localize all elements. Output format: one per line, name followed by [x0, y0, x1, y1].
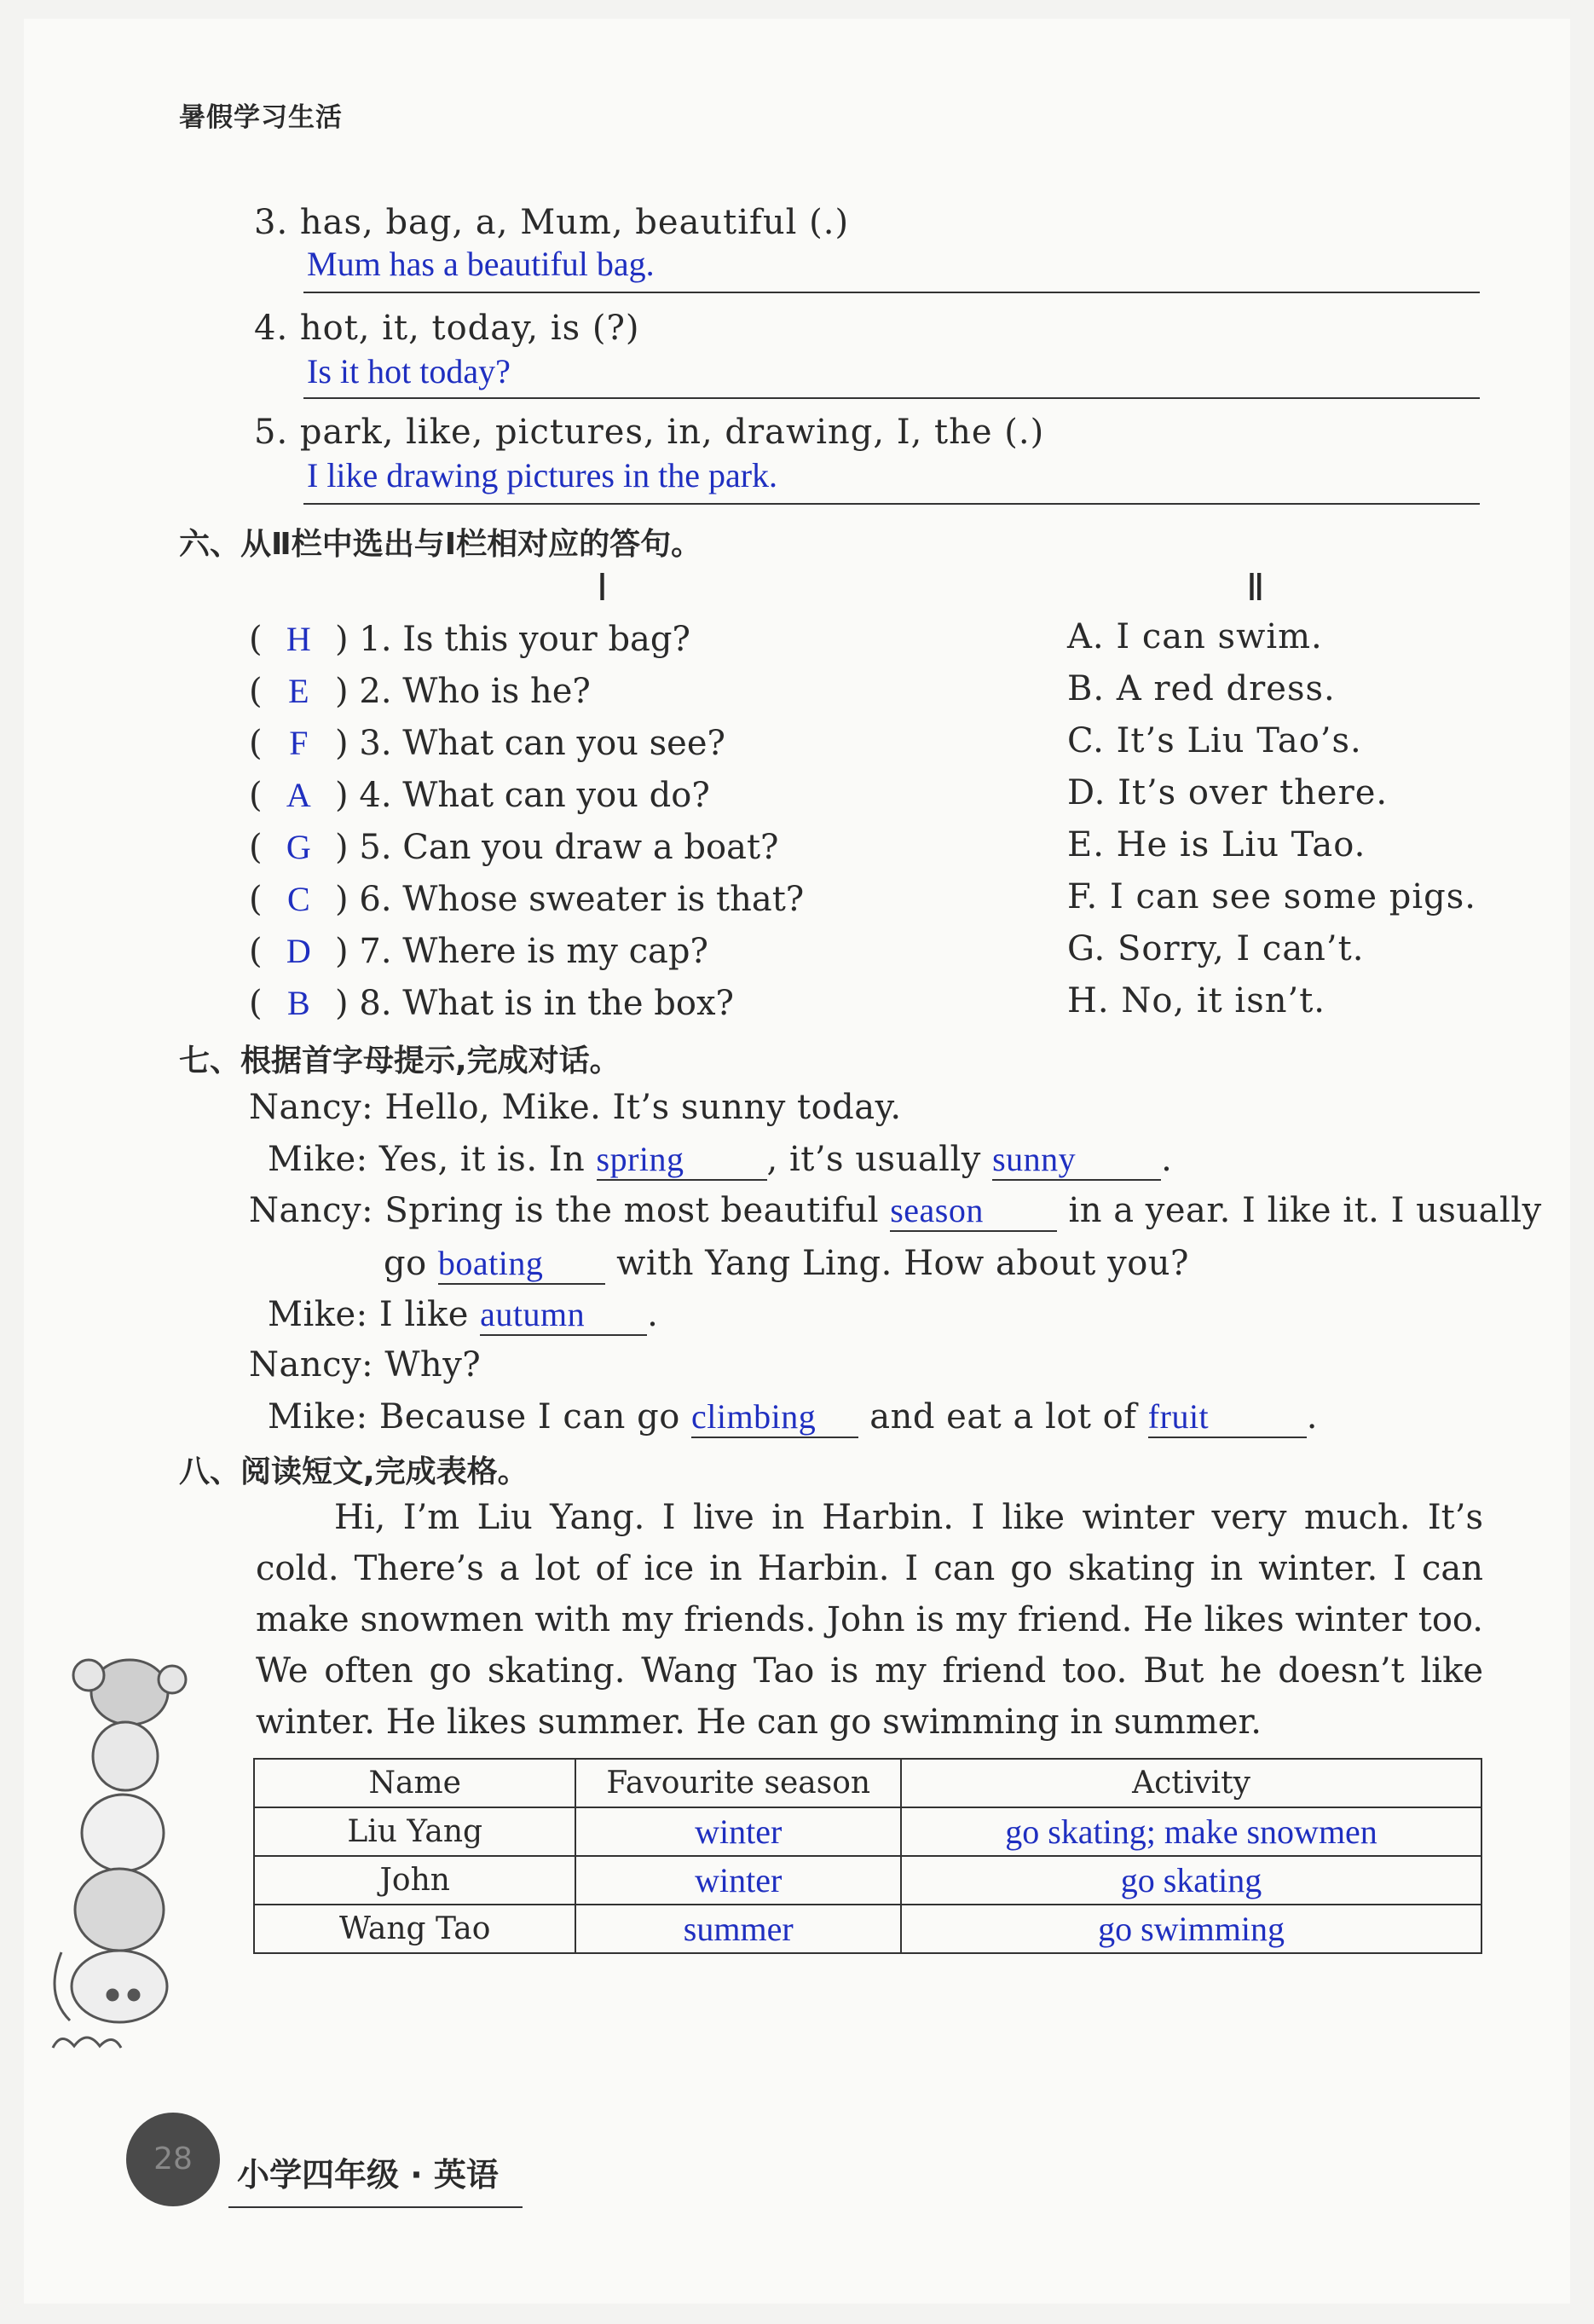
match-answer: B: [286, 984, 310, 1022]
speaker-mike: Mike:: [268, 1295, 368, 1334]
match-option: C. It’s Liu Tao’s.: [1067, 721, 1362, 760]
footer-label: 小学四年级 · 英语: [237, 2156, 499, 2194]
match-option: E. He is Liu Tao.: [1067, 825, 1366, 864]
question-text: 6. Whose sweater is that?: [359, 880, 805, 919]
dialogue-text: go: [384, 1244, 427, 1283]
speaker-mike: Mike:: [268, 1140, 368, 1179]
fill-blank[interactable]: [992, 1139, 1161, 1181]
match-option: D. It’s over there.: [1067, 773, 1389, 812]
page-header: 暑假学习生活: [179, 102, 343, 133]
match-answer: G: [286, 828, 311, 866]
match-questions: [249, 619, 804, 1035]
fill-blank[interactable]: [480, 1294, 647, 1336]
match-question: ( B ) 8. What is in the box?: [249, 984, 734, 1023]
match-option: F. I can see some pigs.: [1067, 877, 1476, 916]
dialogue-line: [384, 1243, 1189, 1285]
name-cell: Liu Yang: [254, 1807, 575, 1856]
name-cell: John: [254, 1856, 575, 1905]
section-8-title: 八、阅读短文,完成表格。: [179, 1454, 528, 1489]
fill-blank[interactable]: [597, 1139, 767, 1181]
match-question: ( D ) 7. Where is my cap?: [249, 932, 708, 971]
match-question: ( H ) 1. Is this your bag?: [249, 620, 690, 659]
dialogue-text: and eat a lot of: [869, 1397, 1137, 1437]
question-text: 8. What is in the box?: [359, 984, 734, 1023]
match-option: B. A red dress.: [1067, 669, 1336, 708]
dialogue-text: .: [1306, 1397, 1319, 1437]
season-cell: winter: [575, 1807, 901, 1856]
speaker-nancy: Nancy:: [249, 1191, 374, 1230]
answer-line: [303, 292, 1480, 293]
speaker-nancy: Nancy:: [249, 1345, 374, 1385]
fill-blank[interactable]: [438, 1243, 605, 1285]
dialogue-text: in a year. I like it. I usually: [1068, 1191, 1542, 1230]
name-cell: Wang Tao: [254, 1905, 575, 1953]
dialogue-text: Hello, Mike. It’s sunny today.: [384, 1088, 902, 1127]
dialogue-line: [249, 1190, 1542, 1232]
page-number-badge: 28: [126, 2113, 220, 2206]
table-row: [254, 1856, 1481, 1905]
sentence-answer: I like drawing pictures in the park.: [307, 456, 778, 494]
column-header: Activity: [901, 1759, 1481, 1807]
dialogue-text: Spring is the most beautiful: [384, 1191, 880, 1230]
match-question: ( E ) 2. Who is he?: [249, 672, 591, 711]
match-answer: A: [286, 776, 311, 814]
blank-answer: boating: [437, 1244, 544, 1282]
dialogue-line: [249, 1345, 481, 1385]
dialogue-line: [268, 1396, 1318, 1438]
sentence-prompt: 5. park, like, pictures, in, drawing, I, the (.): [254, 413, 1045, 452]
cloud-doodle-icon: [44, 2022, 130, 2065]
match-option: G. Sorry, I can’t.: [1067, 929, 1365, 968]
match-question: ( G ) 5. Can you draw a boat?: [249, 828, 779, 867]
speaker-mike: Mike:: [268, 1397, 368, 1437]
dialogue-text: .: [647, 1295, 659, 1334]
table-row: [254, 1807, 1481, 1856]
column-1-heading: Ⅰ: [597, 567, 608, 609]
blank-answer: season: [890, 1191, 984, 1229]
table-row: [254, 1905, 1481, 1953]
footer-rule: [228, 2206, 523, 2208]
match-answer: F: [289, 724, 309, 762]
match-option: H. No, it isn’t.: [1067, 981, 1325, 1020]
sentence-prompt: 3. has, bag, a, Mum, beautiful (.): [254, 203, 850, 242]
question-text: 5. Can you draw a boat?: [359, 828, 779, 867]
dialogue-line: [268, 1294, 658, 1336]
blank-answer: climbing: [691, 1397, 817, 1436]
match-question: ( F ) 3. What can you see?: [249, 724, 725, 763]
blank-answer: fruit: [1147, 1397, 1210, 1436]
match-answer: E: [288, 672, 309, 710]
column-header: Favourite season: [575, 1759, 901, 1807]
sentence-answer: Is it hot today?: [307, 352, 511, 390]
fill-blank[interactable]: [890, 1190, 1057, 1232]
match-question: ( C ) 6. Whose sweater is that?: [249, 880, 805, 919]
question-text: 2. Who is he?: [359, 672, 591, 711]
table-header-row: [254, 1759, 1481, 1807]
activity-cell: go swimming: [901, 1905, 1481, 1953]
blank-answer: spring: [596, 1140, 684, 1178]
column-2-heading: Ⅱ: [1246, 567, 1265, 609]
dialogue-line: [268, 1139, 1172, 1181]
answer-line: [303, 503, 1480, 505]
sentence-answer: Mum has a beautiful bag.: [307, 245, 655, 283]
cartoon-animals-illustration: [44, 1654, 189, 2038]
section-6-title: 六、从Ⅱ栏中选出与Ⅰ栏相对应的答句。: [179, 527, 702, 562]
column-header: Name: [254, 1759, 575, 1807]
dialogue-text: Because I can go: [378, 1397, 680, 1437]
dialogue-text: Yes, it is. In: [378, 1140, 586, 1179]
match-options: [1067, 617, 1476, 1033]
match-option: A. I can swim.: [1067, 617, 1323, 656]
fill-blank[interactable]: [1148, 1396, 1307, 1438]
match-question: ( A ) 4. What can you do?: [249, 776, 710, 815]
activity-table: [253, 1758, 1482, 1954]
activity-cell: go skating; make snowmen: [901, 1807, 1481, 1856]
dialogue-line: [249, 1088, 902, 1127]
match-answer: H: [286, 620, 311, 658]
fill-blank[interactable]: [691, 1396, 858, 1438]
section-7-title: 七、根据首字母提示,完成对话。: [179, 1043, 621, 1078]
sentence-prompt: 4. hot, it, today, is (?): [254, 309, 640, 348]
question-text: 3. What can you see?: [359, 724, 725, 763]
match-answer: C: [286, 880, 310, 918]
answer-line: [303, 397, 1480, 399]
speaker-nancy: Nancy:: [249, 1088, 374, 1127]
question-text: 1. Is this your bag?: [359, 620, 690, 659]
season-cell: winter: [575, 1856, 901, 1905]
activity-cell: go skating: [901, 1856, 1481, 1905]
season-cell: summer: [575, 1905, 901, 1953]
dialogue-text: with Yang Ling. How about you?: [616, 1244, 1189, 1283]
dialogue-text: .: [1161, 1140, 1173, 1179]
blank-answer: autumn: [480, 1295, 586, 1333]
reading-passage: Hi, I’m Liu Yang. I live in Harbin. I like winter very much. It’s cold. There’s a lot of ice in Harbin. I can go skating in winter. I can make snowmen with my friends. John is my friend. He likes winter too. We often go skating. Wang Tao is my friend too. But he doesn’t like winter. He likes summer. He can go swimming in summer.: [256, 1498, 1483, 1742]
dialogue-text: , it’s usually: [766, 1140, 981, 1179]
blank-answer: sunny: [992, 1140, 1077, 1178]
question-text: 4. What can you do?: [359, 776, 710, 815]
dialogue-text: Why?: [384, 1345, 482, 1385]
question-text: 7. Where is my cap?: [359, 932, 708, 971]
match-answer: D: [286, 932, 311, 970]
dialogue-text: I like: [378, 1295, 469, 1334]
